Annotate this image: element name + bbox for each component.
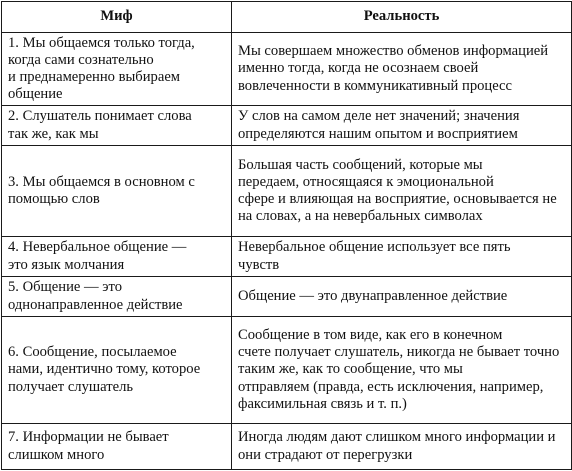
- myth-cell: 6. Сообщение, посылаемое нами, идентично тому, которое получает слушатель: [2, 317, 232, 424]
- reality-cell: Большая часть сообщений, которые мы передаем, относящаяся к эмоциональной сфере и влияющая на восприятие, основывается не на словах, а на невербальных символах: [232, 146, 572, 237]
- table-row: [2, 237, 572, 277]
- reality-cell: У слов на самом деле нет значений; значения определяются нашим опытом и восприятием: [232, 106, 572, 146]
- table-header-row: [2, 2, 572, 33]
- table-row: [2, 33, 572, 106]
- myth-reality-table: [1, 1, 572, 470]
- reality-cell: Невербальное общение использует все пять чувств: [232, 237, 572, 277]
- reality-cell: Мы совершаем множество обменов информацией именно тогда, когда не осознаем своей вовлеченности в коммуникативный процесс: [232, 33, 572, 106]
- myth-cell: 7. Информации не бывает слишком много: [2, 424, 232, 470]
- table-row: [2, 277, 572, 317]
- header-myth: Миф: [2, 2, 232, 33]
- reality-cell: Иногда людям дают слишком много информации и они страдают от перегрузки: [232, 424, 572, 470]
- myth-cell: 5. Общение — это однонаправленное действие: [2, 277, 232, 317]
- table-row: [2, 146, 572, 237]
- reality-cell: Общение — это двунаправленное действие: [232, 277, 572, 317]
- table-row: [2, 317, 572, 424]
- table-row: [2, 106, 572, 146]
- myth-cell: 3. Мы общаемся в основном с помощью слов: [2, 146, 232, 237]
- table-row: [2, 424, 572, 470]
- myth-cell: 1. Мы общаемся только тогда, когда сами сознательно и преднамеренно выбираем общение: [2, 33, 232, 106]
- myth-cell: 2. Слушатель понимает слова так же, как мы: [2, 106, 232, 146]
- reality-cell: Сообщение в том виде, как его в конечном счете получает слушатель, никогда не бывает точно таким же, как то сообщение, что мы отправляем (правда, есть исключения, например, факсимильная связь и т. п.): [232, 317, 572, 424]
- header-reality: Реальность: [232, 2, 572, 33]
- myth-cell: 4. Невербальное общение — это язык молчания: [2, 237, 232, 277]
